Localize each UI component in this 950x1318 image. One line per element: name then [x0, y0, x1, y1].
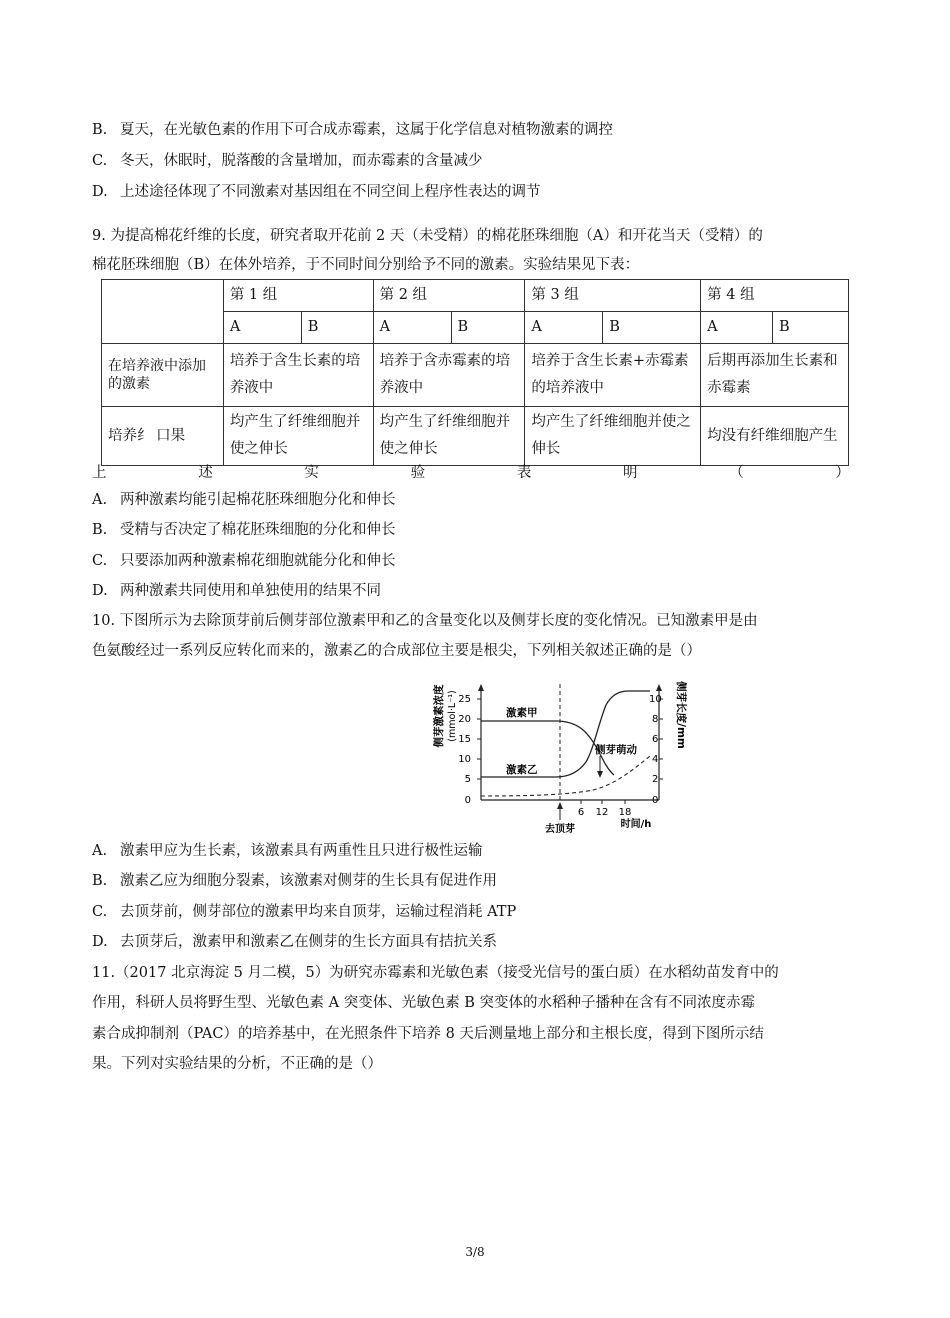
- table-corner-cell: [102, 280, 224, 344]
- q11-line-1: 11.（2017 北京海淀 5 月二模，5）为研究赤霉素和光敏色素（接受光信号的蛋白质）在水稻幼苗发育中的: [92, 965, 779, 981]
- q9-option-c: [92, 550, 396, 572]
- y-left-tick: 20: [458, 714, 471, 725]
- group-1-header: 第 1 组: [223, 280, 373, 312]
- option-text: 激素甲应为生长素，该激素具有两重性且只进行极性运输: [120, 843, 483, 859]
- y-left-tick: 10: [458, 754, 471, 765]
- option-text: 上述途径体现了不同激素对基因组在不同空间上程序性表达的调节: [120, 184, 541, 200]
- row-head-hormone: 在培养液中添加的激素: [102, 344, 224, 407]
- conclusion-char: 表: [516, 465, 532, 481]
- removal-label: 去顶芽: [545, 824, 575, 835]
- label-hormone-yi: 激素乙: [506, 764, 538, 776]
- y-right-tick: 6: [652, 734, 659, 745]
- y-left-arrow: [478, 684, 484, 691]
- label-bud-sprouting: 侧芽萌动: [595, 744, 637, 756]
- cell-result-group-4: 均没有纤维细胞产生: [701, 407, 849, 466]
- y-right-tick: 8: [652, 714, 659, 725]
- sub-header-b: B: [451, 312, 525, 344]
- option-text: 夏天，在光敏色素的作用下可合成赤霉素，这属于化学信息对植物激素的调控: [120, 122, 613, 138]
- x-tick: 18: [618, 807, 632, 818]
- q9-option-d: [92, 580, 381, 602]
- q8-option-b: [92, 119, 613, 141]
- x-axis-label: 时间/h: [620, 819, 652, 830]
- option-label: C.: [92, 153, 108, 169]
- q8-option-d: [92, 181, 541, 203]
- q11-line-3: 素合成抑制剂（PAC）的培养基中，在光照条件下培养 8 天后测量地上部分和主根长度，得到下图所示结: [92, 1026, 764, 1042]
- label-hormone-jia: 激素甲: [506, 707, 538, 719]
- y-left-tick: 25: [458, 694, 471, 705]
- option-label: B.: [92, 522, 108, 538]
- y-right-label: 侧芽长度/mm: [675, 681, 687, 749]
- q10-option-c: [92, 901, 516, 923]
- option-text: 去顶芽后，激素甲和激素乙在侧芽的生长方面具有拮抗关系: [120, 934, 497, 950]
- q10-stem-line-2: 色氨酸经过一系列反应转化而来的，激素乙的合成部位主要是根尖，下列相关叙述正确的是（）: [92, 643, 701, 659]
- q9-stem-line-2: 棉花胚珠细胞（B）在体外培养，于不同时间分别给予不同的激素。实验结果见下表：: [92, 257, 640, 273]
- q9-results-table: [101, 279, 849, 466]
- q10-stem-line-1: 10. 下图所示为去除顶芽前后侧芽部位激素甲和乙的含量变化以及侧芽长度的变化情况。已知激素甲是由: [92, 613, 758, 629]
- option-text: 只要添加两种激素棉花细胞就能分化和伸长: [120, 553, 396, 569]
- conclusion-char: 上: [92, 465, 107, 481]
- q9-option-a: [92, 489, 396, 511]
- table-row-hormone: [102, 344, 849, 407]
- q10-option-b: [92, 870, 497, 892]
- q11-line-2: 作用，科研人员将野生型、光敏色素 A 突变体、光敏色素 B 突变体的水稻种子播种在含有不同浓度赤霉: [92, 995, 756, 1011]
- sub-header-a: A: [701, 312, 773, 344]
- sub-header-b: B: [603, 312, 701, 344]
- y-left-unit: (mmol·L⁻¹): [447, 690, 458, 742]
- q10-option-d: [92, 931, 497, 953]
- sub-header-a: A: [373, 312, 451, 344]
- x-tick: 12: [595, 807, 609, 818]
- option-label: D.: [92, 184, 108, 200]
- option-text: 两种激素共同使用和单独使用的结果不同: [120, 583, 381, 599]
- table-group-header-row: [102, 280, 849, 312]
- cell-hormone-group-3: 培养于含生长素+赤霉素的培养液中: [525, 344, 701, 407]
- option-text: 激素乙应为细胞分裂素，该激素对侧芽的生长具有促进作用: [120, 873, 497, 889]
- y-left-tick: 15: [458, 734, 471, 745]
- option-label: B.: [92, 873, 108, 889]
- option-label: D.: [92, 934, 108, 950]
- conclusion-char: 述: [198, 465, 213, 481]
- q8-option-c: [92, 150, 483, 172]
- y-left-label: 侧芽激素浓度: [433, 684, 445, 748]
- removal-arrow: [557, 802, 563, 809]
- page-number: 3/8: [465, 1245, 485, 1259]
- q9-option-b: [92, 519, 396, 541]
- table-row-result: [102, 407, 849, 466]
- conclusion-char: 验: [410, 465, 426, 481]
- row-head-result: 培养纟 口果: [102, 407, 224, 466]
- cell-result-group-3: 均产生了纤维细胞并使之伸长: [525, 407, 701, 466]
- option-label: B.: [92, 122, 108, 138]
- group-4-header: 第 4 组: [701, 280, 849, 312]
- y-left-tick: 0: [464, 795, 471, 806]
- sprout-arrow: [597, 771, 603, 778]
- option-text: 去顶芽前，侧芽部位的激素甲均来自顶芽，运输过程消耗 ATP: [120, 904, 517, 920]
- cell-result-group-1: 均产生了纤维细胞并使之伸长: [223, 407, 373, 466]
- q9-stem-line-1: 9. 为提高棉花纤维的长度，研究者取开花前 2 天（未受精）的棉花胚珠细胞（A）和开花当天（受精）的: [92, 228, 763, 244]
- cell-hormone-group-1: 培养于含生长素的培养液中: [223, 344, 373, 407]
- option-label: C.: [92, 904, 108, 920]
- cell-result-group-2: 均产生了纤维细胞并使之伸长: [373, 407, 525, 466]
- option-label: A.: [92, 843, 108, 859]
- q9-conclusion-line: [92, 462, 850, 484]
- option-label: D.: [92, 583, 108, 599]
- y-right-tick: 2: [652, 774, 659, 785]
- y-right-tick: 10: [649, 694, 662, 705]
- q11-line-4: 果。下列对实验结果的分析，不正确的是（）: [92, 1056, 382, 1072]
- option-label: A.: [92, 492, 108, 508]
- sub-header-a: A: [223, 312, 301, 344]
- option-text: 受精与否决定了棉花胚珠细胞的分化和伸长: [120, 522, 396, 538]
- q10-figure: [428, 670, 698, 839]
- y-right-arrow: [656, 684, 662, 691]
- conclusion-char: （: [729, 465, 744, 481]
- group-3-header: 第 3 组: [525, 280, 701, 312]
- q10-option-a: [92, 840, 483, 862]
- q10-hormone-chart: [428, 670, 698, 835]
- y-right-tick: 0: [652, 795, 659, 806]
- cell-hormone-group-4: 后期再添加生长素和赤霉素: [701, 344, 849, 407]
- option-text: 冬天，休眠时，脱落酸的含量增加，而赤霉素的含量减少: [120, 153, 483, 169]
- y-right-tick: 4: [652, 754, 659, 765]
- option-text: 两种激素均能引起棉花胚珠细胞分化和伸长: [120, 492, 396, 508]
- conclusion-char: 明: [623, 465, 638, 481]
- sub-header-b: B: [773, 312, 849, 344]
- cell-hormone-group-2: 培养于含赤霉素的培养液中: [373, 344, 525, 407]
- conclusion-char: ）: [835, 465, 850, 481]
- x-tick: 6: [577, 807, 585, 818]
- sub-header-a: A: [525, 312, 603, 344]
- y-left-tick: 5: [464, 774, 471, 785]
- option-label: C.: [92, 553, 108, 569]
- group-2-header: 第 2 组: [373, 280, 525, 312]
- conclusion-char: 实: [304, 465, 319, 481]
- sub-header-b: B: [301, 312, 373, 344]
